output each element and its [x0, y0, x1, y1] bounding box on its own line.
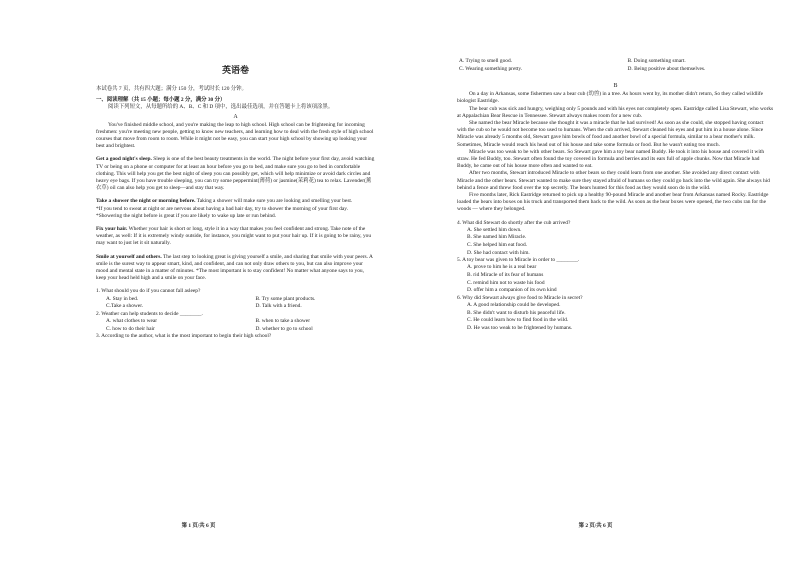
option-4a: A. She settled him down.: [467, 226, 522, 233]
option-6a: A. A good relationship could be developed.: [467, 302, 561, 308]
option-3b: B. Doing something smart.: [627, 58, 686, 64]
option-3a: A. Trying to smell good.: [459, 58, 513, 64]
option-5c: C. remind him not to waste his food: [467, 279, 545, 286]
passage-b-para-1: On a day in Arkansas, some fishermen saw a bear cub (幼兽) in a tree. As hours went by, its mother didn't return, So they called wildlife biologist Eastridge.: [457, 91, 764, 105]
passage-a-intro: You've finished middle school, and you're making the leap to high school. High school can be frightening for incoming freshmen: you're meeting new people, getting to know new teachers, and learning how to deal with the fresh style of high school courses that move from room to room. While it might not be easy, you can start your high school by showing up looking your best and brightest.: [96, 121, 374, 150]
page-footer-2: 第 2 页/共 6 页: [578, 523, 613, 529]
exam-page-2: [397, 0, 794, 569]
option-1d: D. Talk with a friend.: [255, 303, 302, 310]
passage-b-para-6: Five months later, Rick Eastridge returned to pick up a healthy 90-pound Miracle and another bear from Arkansas named Rocky. Eastridge loaded the bears into boxes on his truck and transported them back to the wild. As soon as the bear boxes were opened, the two cubs ran for the woods — where they belonged.: [457, 192, 769, 213]
option-2d: D. whether to go to school: [255, 325, 313, 332]
tip-text-smile: The last step to looking great is giving yourself a smile, and sharing that smile with your peers. A smile is the surest way to appear smart, kind, and confident, and can not only draw others to you, but can also improve your mood and mental state in a matter of minutes. *The most important is to stay confident! No matter what anyone says to you, keep your head held high and a smile on your face.: [96, 253, 373, 282]
question-1-options-row-1: [96, 296, 375, 304]
tip-heading-smile: Smile at yourself and others.: [96, 253, 162, 260]
tip-text-sleep: Sleep is one of the best beauty treatments in the world. The night before your first day, avoid watching TV or being on a phone or computer for at least an hour before you go to bed, and make sure you go to bed in comfortable clothing. This will help you get the best night of sleep you can possibly get, which will help minimize or avoid dark circles and heavy eye bags. If you have trouble sleeping, you can try some peppermint(薄荷) or jasmine(茉莉花) tea to relax. Lavender(薰衣草) oil can also help you get to sleep—and stay that way.: [96, 156, 375, 192]
passage-a-para-hair: [96, 226, 375, 248]
question-3: 3. According to the author, what is the most important to begin their high school?: [96, 333, 272, 340]
shower-bullet-1: *If you tend to sweat at night or are nervous about having a bad hair day, try to shower the morning of your first day.: [96, 205, 348, 212]
shower-bullet-2: *Showering the night before is great if you are likely to wake up late or run behind.: [96, 212, 277, 219]
option-5a: A. prove to him he is a real bear: [467, 264, 537, 271]
question-4: 4. What did Stewart do shortly after the cub arrived?: [457, 219, 571, 226]
option-4d: D. She had contact with him.: [467, 249, 530, 256]
passage-b-para-5: After two months, Stewart introduced Miracle to other bears so they could learn from one another. She avoided any direct contact with Miracle and the other bears. Stewart wanted to make sure they stayed afraid of humans so they could go back into the wild again. She always hid behind a fence and threw food over the top secretly. The bears hunted for this food as they would soon do in the wild.: [457, 170, 770, 191]
question-2-options-row-2: [96, 326, 375, 334]
option-5b: B. rid Miracle of its fear of humans: [467, 272, 544, 279]
section-heading: 一、阅读理解（共 15 小题；每小题 2 分，满分 30 分）: [96, 97, 226, 104]
passage-a-para-smile: [96, 254, 375, 283]
question-3-options-row-1: [457, 58, 774, 66]
passage-letter-a: A: [233, 113, 238, 120]
question-3-options-row-2: [457, 66, 774, 74]
question-1: 1. What should you do if you cannot fall asleep?: [96, 288, 201, 295]
option-2b: B. when to take a shower: [255, 318, 310, 325]
option-2c: C. how to do their hair: [106, 325, 155, 332]
exam-info: 本试卷共 7 页，共有四大题；满分 150 分，考试时长 120 分钟。: [96, 86, 247, 92]
tip-text-shower: Taking a shower will make sure you are looking and smelling your best.: [196, 198, 353, 205]
option-1b: B. Try some plant products.: [255, 295, 316, 302]
question-2: 2. Weather can help students to decide ________.: [96, 310, 203, 317]
passage-b-para-4: Miracle was too weak to be with other bears. So Stewart gave him a toy bear named Buddy. He took it into his house and covered it with straw. He fed Buddy, too. Stewart often found the toy covered in formula and berries and its ears full of apple chunks. Now that Miracle had Buddy, he came out of his house more often and wanted to eat.: [457, 148, 765, 170]
tip-heading-sleep: Get a good night's sleep.: [96, 156, 152, 163]
option-6d: D. He was too weak to be frightened by humans.: [467, 324, 573, 331]
option-3d: D. Being positive about themselves.: [627, 65, 706, 72]
passage-b-para-3: She named the bear Miracle because she thought it was a miracle that he had survived! As soon as she could, she stopped having contact with the cub so he would not become too used to humans. When the cub arrived, Stewart cleaned his eyes and put him in a house alone. Since Miracle was already 5 months old, Stewart gave him bowls of food and another bowl of a special formula, similar to a bear mother's milk. Sometimes, Miracle would reach his head out of his house and take some formula or food. But he wasn't eating too much.: [457, 120, 764, 148]
option-5d: D. offer him a companion of its own kind: [467, 287, 557, 294]
section-instructions: 阅读下列短文，从每题所给的 A、B、C 和 D 项中，选出最佳选项，并在答题卡上将该项涂黑。: [108, 104, 334, 111]
option-2a: A. what clothes to wear: [106, 318, 158, 325]
option-6b: B. She didn't want to disturb his peaceful life.: [467, 309, 566, 316]
page-footer-1: 第 1 页/共 6 页: [181, 523, 216, 529]
option-4c: C. She helped him eat food.: [467, 242, 528, 249]
tip-heading-shower: Take a shower the night or morning before.: [96, 198, 196, 205]
passage-a-para-shower: [96, 198, 375, 205]
passage-letter-b: B: [613, 83, 618, 90]
option-4b: B. She named him Miracle.: [467, 234, 527, 241]
question-2-options-row-1: [96, 318, 375, 326]
question-6: 6. Why did Stewart always give food to Miracle in secret?: [457, 294, 583, 301]
passage-b-para-2: The bear cub was sick and hungry, weighing only 5 pounds and with his eyes not completely open. Eastridge called Lisa Stewart, who works at Appalachian Bear Rescue in Tennessee. Stewart always makes room for a new cub.: [457, 105, 774, 119]
passage-a-para-sleep: [96, 156, 375, 192]
option-6c: C. He could learn how to find food in the wild.: [467, 317, 569, 324]
page-title: 英语卷: [221, 66, 249, 76]
option-3c: C. Wearing something pretty.: [459, 65, 523, 72]
tip-heading-hair: Fix your hair.: [96, 226, 128, 233]
option-1c: C.Take a shower.: [106, 303, 144, 310]
tip-text-hair: Whether your hair is short or long, style it in a way that makes you feel confident and strong. Take note of the weather, as well: If it is extremely windy outside, for instance, you might want to put your hair up. If it is going to be rainy, you may want to just let it sit naturally.: [96, 226, 372, 247]
question-5: 5. A toy bear was given to Miracle in order to ________.: [457, 257, 580, 264]
question-1-options-row-2: [96, 303, 375, 311]
option-1a: A. Stay in bed.: [106, 295, 139, 302]
